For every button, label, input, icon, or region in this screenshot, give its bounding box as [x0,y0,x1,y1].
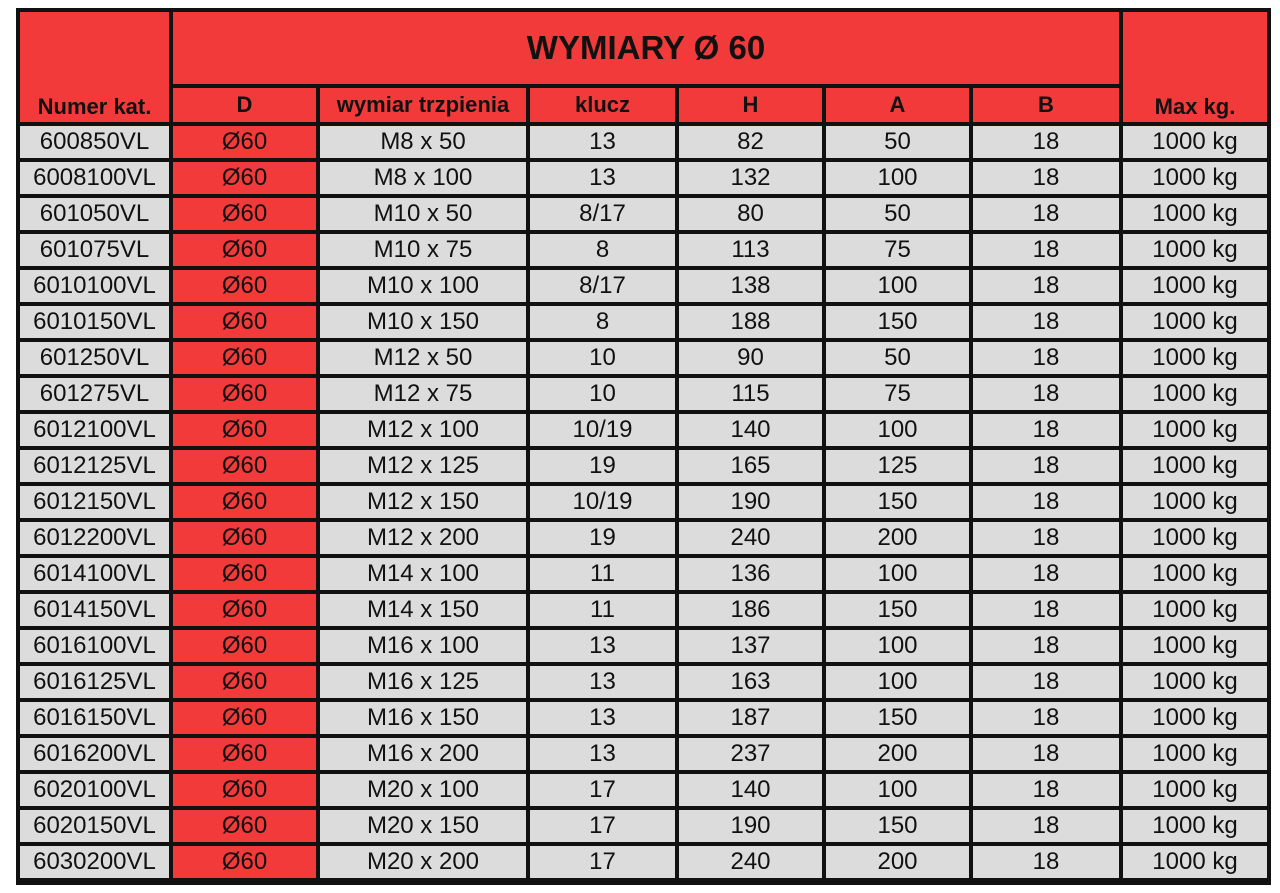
cell-h: 186 [679,594,822,626]
cell-max-kg: 1000 kg [1123,450,1267,482]
cell-a: 100 [826,414,969,446]
cell-max-kg: 1000 kg [1123,630,1267,662]
cell-b: 18 [973,450,1119,482]
cell-klucz: 19 [530,522,675,554]
cell-wymiar-trzpienia: M8 x 100 [320,162,526,194]
cell-b: 18 [973,558,1119,590]
cell-a: 75 [826,378,969,410]
cell-d: Ø60 [173,666,316,698]
cell-klucz: 13 [530,162,675,194]
cell-max-kg: 1000 kg [1123,558,1267,590]
cell-a: 100 [826,666,969,698]
cell-max-kg: 1000 kg [1123,306,1267,338]
cell-numer-kat: 6030200VL [20,846,169,878]
cell-d: Ø60 [173,558,316,590]
cell-wymiar-trzpienia: M12 x 50 [320,342,526,374]
cell-b: 18 [973,594,1119,626]
cell-wymiar-trzpienia: M12 x 150 [320,486,526,518]
cell-h: 187 [679,702,822,734]
cell-wymiar-trzpienia: M20 x 200 [320,846,526,878]
cell-a: 150 [826,486,969,518]
cell-numer-kat: 601275VL [20,378,169,410]
header-d: D [173,88,316,122]
cell-wymiar-trzpienia: M10 x 100 [320,270,526,302]
cell-d: Ø60 [173,846,316,878]
cell-b: 18 [973,342,1119,374]
table-title: WYMIARY Ø 60 [173,12,1119,84]
cell-d: Ø60 [173,378,316,410]
cell-numer-kat: 601075VL [20,234,169,266]
cell-h: 240 [679,846,822,878]
cell-klucz: 13 [530,126,675,158]
dimensions-table [16,8,1271,885]
cell-wymiar-trzpienia: M12 x 125 [320,450,526,482]
cell-a: 50 [826,342,969,374]
cell-max-kg: 1000 kg [1123,738,1267,770]
cell-numer-kat: 6016100VL [20,630,169,662]
cell-h: 90 [679,342,822,374]
cell-wymiar-trzpienia: M8 x 50 [320,126,526,158]
cell-b: 18 [973,270,1119,302]
cell-b: 18 [973,846,1119,878]
cell-a: 100 [826,630,969,662]
cell-a: 50 [826,126,969,158]
cell-wymiar-trzpienia: M14 x 100 [320,558,526,590]
cell-numer-kat: 6016150VL [20,702,169,734]
cell-max-kg: 1000 kg [1123,594,1267,626]
cell-d: Ø60 [173,486,316,518]
cell-h: 132 [679,162,822,194]
cell-max-kg: 1000 kg [1123,162,1267,194]
cell-max-kg: 1000 kg [1123,846,1267,878]
cell-numer-kat: 6016125VL [20,666,169,698]
cell-numer-kat: 6008100VL [20,162,169,194]
cell-klucz: 17 [530,810,675,842]
cell-max-kg: 1000 kg [1123,198,1267,230]
cell-numer-kat: 600850VL [20,126,169,158]
cell-h: 237 [679,738,822,770]
cell-numer-kat: 6010150VL [20,306,169,338]
header-b: B [973,88,1119,122]
cell-a: 125 [826,450,969,482]
cell-a: 100 [826,774,969,806]
cell-h: 138 [679,270,822,302]
cell-d: Ø60 [173,306,316,338]
cell-klucz: 10/19 [530,486,675,518]
cell-b: 18 [973,126,1119,158]
cell-klucz: 10 [530,378,675,410]
cell-klucz: 13 [530,738,675,770]
cell-numer-kat: 6012125VL [20,450,169,482]
cell-klucz: 10 [530,342,675,374]
cell-numer-kat: 6012200VL [20,522,169,554]
header-a: A [826,88,969,122]
header-max-kg: Max kg. [1123,12,1267,122]
cell-a: 200 [826,738,969,770]
cell-wymiar-trzpienia: M10 x 75 [320,234,526,266]
cell-klucz: 13 [530,702,675,734]
cell-d: Ø60 [173,450,316,482]
cell-klucz: 13 [530,630,675,662]
cell-klucz: 8 [530,306,675,338]
cell-b: 18 [973,630,1119,662]
cell-a: 200 [826,522,969,554]
cell-h: 140 [679,414,822,446]
cell-max-kg: 1000 kg [1123,774,1267,806]
cell-b: 18 [973,810,1119,842]
header-klucz: klucz [530,88,675,122]
cell-klucz: 8 [530,234,675,266]
cell-a: 50 [826,198,969,230]
cell-b: 18 [973,666,1119,698]
header-wymiar-trzpienia: wymiar trzpienia [320,88,526,122]
cell-h: 82 [679,126,822,158]
cell-klucz: 11 [530,594,675,626]
cell-max-kg: 1000 kg [1123,666,1267,698]
cell-a: 150 [826,702,969,734]
cell-wymiar-trzpienia: M14 x 150 [320,594,526,626]
cell-wymiar-trzpienia: M16 x 200 [320,738,526,770]
cell-numer-kat: 6010100VL [20,270,169,302]
cell-a: 150 [826,594,969,626]
cell-d: Ø60 [173,162,316,194]
cell-h: 113 [679,234,822,266]
cell-h: 163 [679,666,822,698]
cell-b: 18 [973,738,1119,770]
cell-b: 18 [973,162,1119,194]
cell-wymiar-trzpienia: M20 x 150 [320,810,526,842]
cell-d: Ø60 [173,630,316,662]
cell-numer-kat: 6020150VL [20,810,169,842]
cell-max-kg: 1000 kg [1123,234,1267,266]
cell-numer-kat: 6014150VL [20,594,169,626]
cell-wymiar-trzpienia: M10 x 150 [320,306,526,338]
cell-d: Ø60 [173,198,316,230]
cell-d: Ø60 [173,774,316,806]
cell-d: Ø60 [173,702,316,734]
cell-h: 137 [679,630,822,662]
cell-wymiar-trzpienia: M16 x 100 [320,630,526,662]
cell-a: 75 [826,234,969,266]
cell-klucz: 13 [530,666,675,698]
cell-d: Ø60 [173,738,316,770]
header-h: H [679,88,822,122]
cell-wymiar-trzpienia: M12 x 200 [320,522,526,554]
cell-klucz: 8/17 [530,198,675,230]
cell-b: 18 [973,234,1119,266]
cell-wymiar-trzpienia: M12 x 100 [320,414,526,446]
cell-wymiar-trzpienia: M20 x 100 [320,774,526,806]
cell-numer-kat: 601050VL [20,198,169,230]
cell-d: Ø60 [173,342,316,374]
cell-h: 188 [679,306,822,338]
cell-d: Ø60 [173,594,316,626]
cell-wymiar-trzpienia: M10 x 50 [320,198,526,230]
cell-numer-kat: 6020100VL [20,774,169,806]
cell-numer-kat: 6012100VL [20,414,169,446]
cell-a: 100 [826,162,969,194]
cell-max-kg: 1000 kg [1123,126,1267,158]
cell-a: 100 [826,558,969,590]
cell-numer-kat: 6014100VL [20,558,169,590]
cell-h: 240 [679,522,822,554]
cell-h: 136 [679,558,822,590]
cell-d: Ø60 [173,522,316,554]
cell-d: Ø60 [173,414,316,446]
cell-a: 150 [826,306,969,338]
cell-max-kg: 1000 kg [1123,702,1267,734]
cell-d: Ø60 [173,270,316,302]
cell-numer-kat: 6016200VL [20,738,169,770]
cell-numer-kat: 601250VL [20,342,169,374]
cell-b: 18 [973,522,1119,554]
cell-a: 200 [826,846,969,878]
cell-klucz: 19 [530,450,675,482]
cell-klucz: 8/17 [530,270,675,302]
cell-h: 115 [679,378,822,410]
cell-wymiar-trzpienia: M12 x 75 [320,378,526,410]
cell-b: 18 [973,198,1119,230]
cell-h: 190 [679,810,822,842]
cell-b: 18 [973,774,1119,806]
cell-d: Ø60 [173,810,316,842]
cell-klucz: 10/19 [530,414,675,446]
cell-max-kg: 1000 kg [1123,810,1267,842]
cell-max-kg: 1000 kg [1123,414,1267,446]
cell-max-kg: 1000 kg [1123,342,1267,374]
cell-b: 18 [973,486,1119,518]
cell-max-kg: 1000 kg [1123,270,1267,302]
cell-max-kg: 1000 kg [1123,522,1267,554]
cell-a: 100 [826,270,969,302]
cell-wymiar-trzpienia: M16 x 150 [320,702,526,734]
cell-h: 140 [679,774,822,806]
cell-h: 80 [679,198,822,230]
cell-b: 18 [973,414,1119,446]
cell-klucz: 11 [530,558,675,590]
cell-h: 190 [679,486,822,518]
cell-a: 150 [826,810,969,842]
cell-b: 18 [973,702,1119,734]
cell-b: 18 [973,378,1119,410]
cell-b: 18 [973,306,1119,338]
cell-d: Ø60 [173,126,316,158]
cell-d: Ø60 [173,234,316,266]
cell-wymiar-trzpienia: M16 x 125 [320,666,526,698]
header-numer-kat: Numer kat. [20,12,169,122]
cell-max-kg: 1000 kg [1123,378,1267,410]
cell-numer-kat: 6012150VL [20,486,169,518]
cell-max-kg: 1000 kg [1123,486,1267,518]
cell-h: 165 [679,450,822,482]
cell-klucz: 17 [530,774,675,806]
cell-klucz: 17 [530,846,675,878]
